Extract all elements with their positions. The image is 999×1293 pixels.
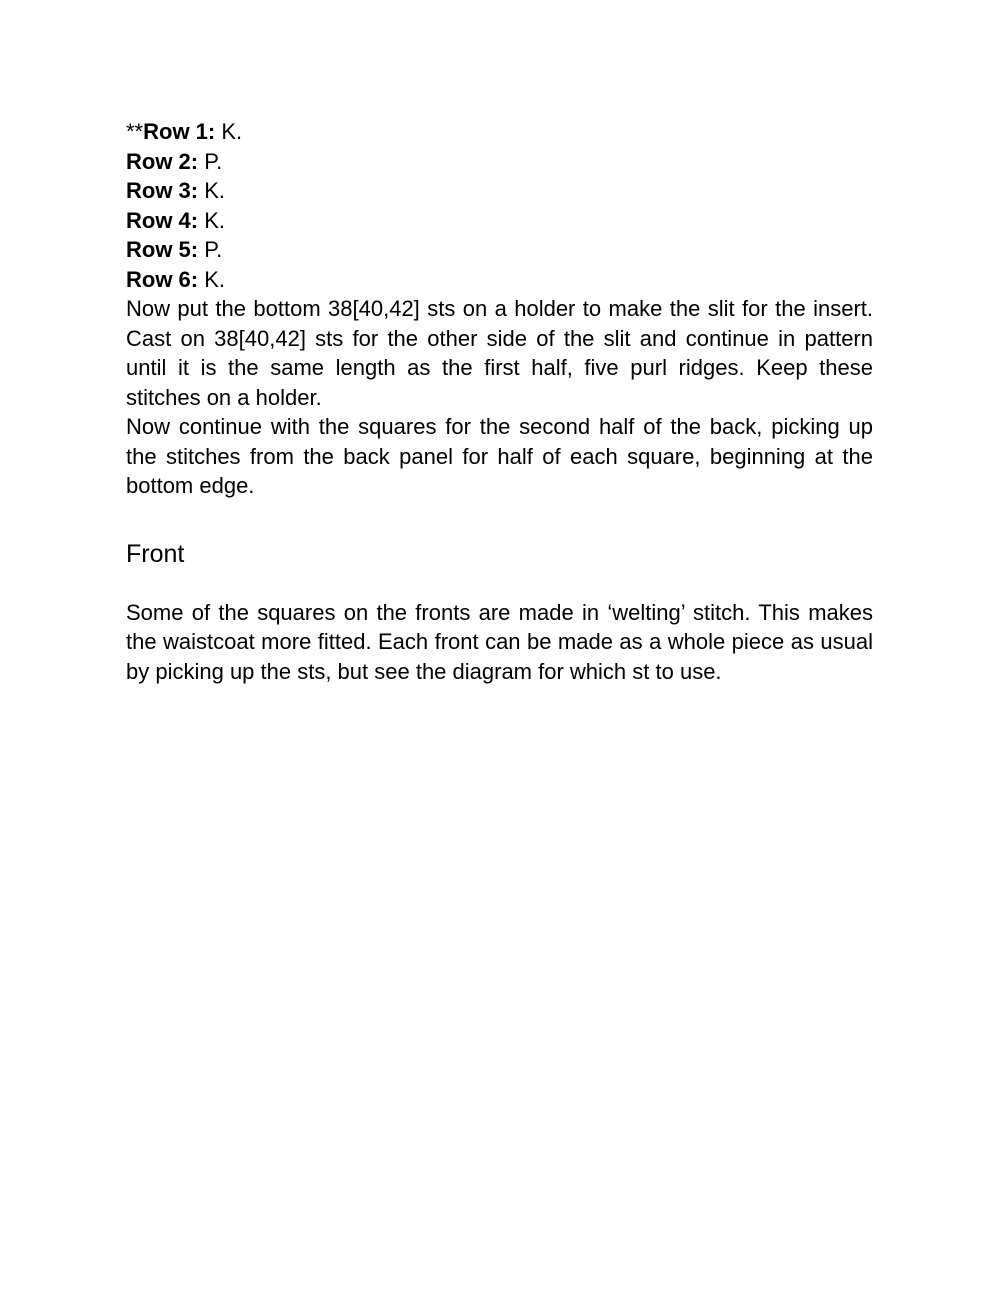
row-3-label: Row 3: (126, 178, 199, 203)
row-3-text: K. (198, 178, 226, 203)
row-6-text: K. (198, 266, 226, 292)
row-1-text: K. (215, 119, 243, 144)
row-1-instruction (126, 117, 873, 147)
row-3-instruction (126, 176, 873, 206)
row-1-label: Row 1: (143, 119, 216, 144)
front-paragraph: Some of the squares on the fronts are made in ‘welting’ stitch. This makes the waistcoat more fitted. Each front can be made as a whole piece as usual by picking up the sts, but see the diagram for which st to use. (126, 599, 873, 684)
row-2-text: P. (198, 148, 223, 174)
row-6-label: Row 6: (126, 266, 199, 292)
page-content (126, 117, 873, 686)
row-2-label: Row 2: (126, 148, 199, 174)
row-1-prefix: ** (126, 119, 144, 144)
row-5-label: Row 5: (126, 237, 199, 262)
row-2-instruction (126, 147, 873, 177)
row-5-text: P. (198, 237, 223, 262)
row-4-instruction (126, 206, 873, 236)
slit-paragraph: Now put the bottom 38[40,42] sts on a holder to make the slit for the insert. Cast on 38[40,42] sts for the other side of the slit and continue in pattern until it is the same length as the first half, five purl ridges. Keep these stitches on a holder. (126, 296, 873, 410)
front-heading: Front (126, 539, 185, 568)
row-4-label: Row 4: (126, 207, 199, 233)
second-half-paragraph: Now continue with the squares for the second half of the back, picking up the stitches from the back panel for half of each square, beginning at the bottom edge. (126, 414, 873, 498)
row-4-text: K. (198, 207, 226, 233)
row-5-instruction (126, 235, 873, 265)
row-6-instruction (126, 265, 873, 295)
